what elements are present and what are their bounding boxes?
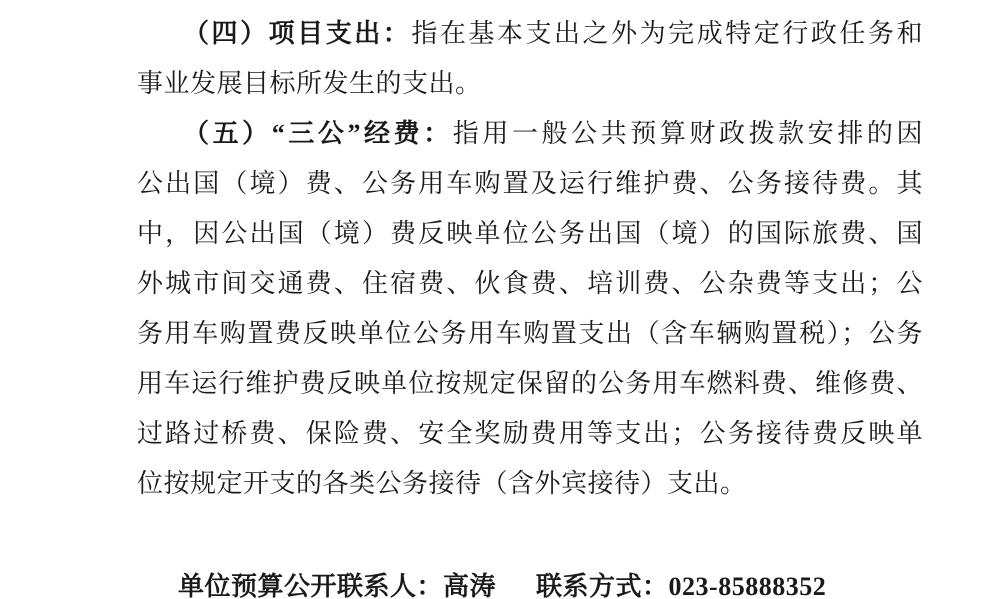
paragraph-text: 指用一般公共预算财政拨款安排的因 — [452, 119, 923, 148]
paragraph-text: 位按规定开支的各类公务接待（含外宾接待）支出。 — [137, 469, 747, 498]
paragraph-lead: （五）“三公”经费： — [183, 119, 453, 148]
paragraph-line — [137, 159, 923, 209]
paragraph-text: 公出国（境）费、公务用车购置及运行维护费、公务接待费。其 — [137, 169, 923, 198]
paragraph-line — [137, 209, 923, 259]
contact-name: 高涛 — [443, 572, 497, 599]
contact-line — [137, 562, 923, 599]
paragraph-line — [137, 459, 923, 509]
body-text — [137, 9, 923, 599]
paragraph-line — [137, 309, 923, 359]
paragraph-text: 指在基本支出之外为完成特定行政任务和 — [411, 19, 923, 48]
paragraph-line — [137, 409, 923, 459]
paragraph-line — [137, 109, 923, 159]
phone-label: 联系方式： — [536, 572, 669, 599]
paragraph-text: 用车运行维护费反映单位按规定保留的公务用车燃料费、维修费、 — [137, 369, 923, 398]
paragraph-line — [137, 59, 923, 109]
paragraph-line — [137, 359, 923, 409]
phone-number: 023-85888352 — [668, 572, 827, 599]
paragraph-text: 务用车购置费反映单位公务用车购置支出（含车辆购置税）；公务 — [137, 319, 923, 348]
paragraph-text: 外城市间交通费、住宿费、伙食费、培训费、公杂费等支出；公 — [137, 269, 923, 298]
paragraph-line — [137, 259, 923, 309]
paragraph-lead: （四）项目支出： — [183, 19, 412, 48]
paragraph-text: 中，因公出国（境）费反映单位公务出国（境）的国际旅费、国 — [137, 219, 923, 248]
paragraph-text: 事业发展目标所发生的支出。 — [137, 69, 482, 98]
contact-label: 单位预算公开联系人： — [178, 572, 444, 599]
paragraph-text: 过路过桥费、保险费、安全奖励费用等支出；公务接待费反映单 — [137, 419, 923, 448]
paragraph-line — [137, 9, 923, 59]
